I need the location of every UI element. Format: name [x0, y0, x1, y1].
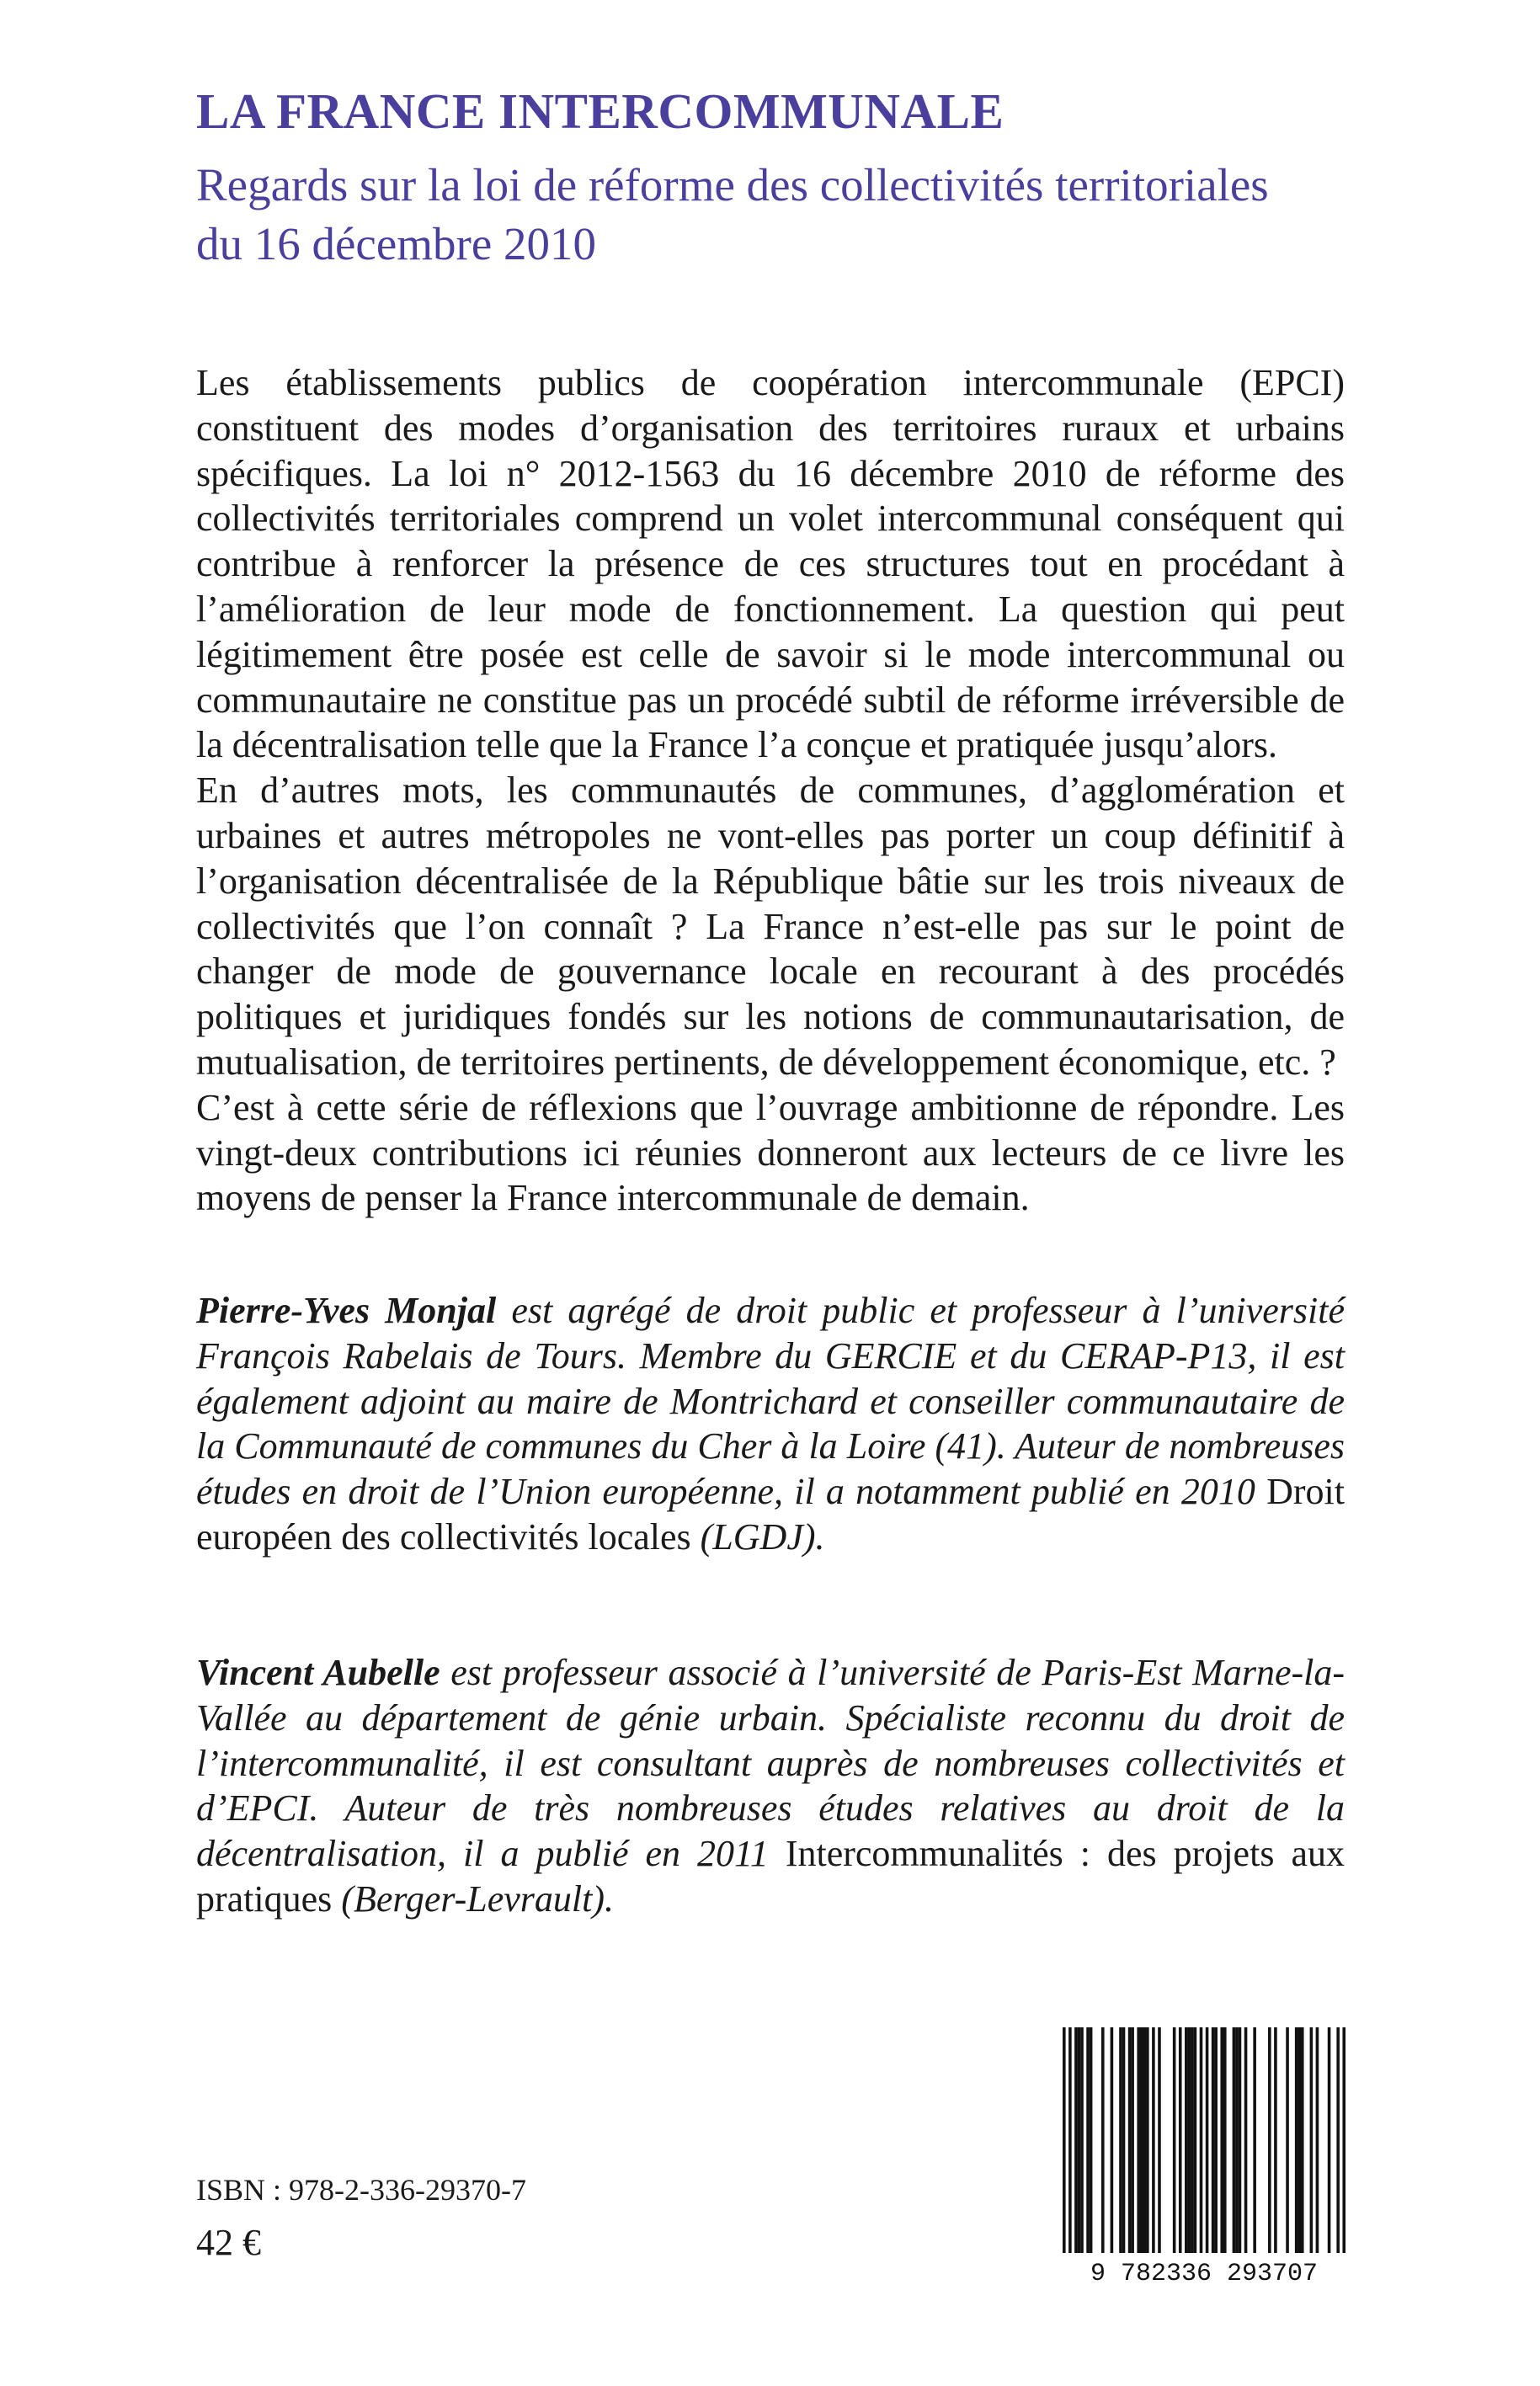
barcode-bar — [1086, 2027, 1090, 2253]
barcode-bar — [1152, 2027, 1155, 2253]
barcode-bar — [1078, 2027, 1081, 2253]
barcode-bar — [1244, 2027, 1248, 2253]
barcode-bar — [1090, 2027, 1093, 2253]
author-bio-text: est professeur associé à l’université de Paris-Est Marne-la-Vallée au département de génie urbain. Spécialiste reconnu du droit de l’intercommunalité, il est consultant auprès de nombreuses collectivités et d’EPCI. Auteur de très nombreuses études relatives au droit de la décentralisation, il a publié en 2011 — [196, 1652, 1345, 1875]
author-name: Vincent Aubelle — [196, 1652, 440, 1693]
barcode-bar — [1212, 2027, 1215, 2253]
barcode-bar — [1068, 2027, 1072, 2253]
barcode-bar — [1298, 2027, 1301, 2253]
barcode-bar — [1146, 2027, 1149, 2253]
barcode-digits: 9 782336 293707 — [1090, 2260, 1319, 2287]
author-bio-text: est agrégé de droit public et professeur à l’université François Rabelais de Tours. Membre du GERCIE et du CERAP-P13, il est également adjoint au maire de Montrichard et conseiller communautaire de la Communauté de communes du Cher à la Loire (41). Auteur de nombreuses études en droit de l’Union européenne, il a notamment publié en 2010 — [196, 1290, 1345, 1513]
barcode-bar — [1137, 2027, 1140, 2253]
barcode-bar — [1233, 2027, 1236, 2253]
barcode-bar — [1253, 2027, 1256, 2253]
barcode-bar — [1074, 2027, 1078, 2253]
barcode-bar — [1128, 2027, 1132, 2253]
barcode-bar — [1143, 2027, 1146, 2253]
summary-paragraph: C’est à cette série de réflexions que l’ouvrage ambitionne de répondre. Les vingt-deux contributions ici réunies donneront aux lecteurs de ce livre les moyens de penser la France intercommunale de demain. — [196, 1086, 1345, 1219]
barcode-bar — [1179, 2027, 1182, 2253]
barcode-bar — [1200, 2027, 1203, 2253]
subtitle-line-2: du 16 décembre 2010 — [196, 218, 596, 269]
book-title: LA FRANCE INTERCOMMUNALE — [196, 83, 1004, 139]
barcode-bar — [1316, 2027, 1319, 2253]
barcode-bar — [1268, 2027, 1271, 2253]
isbn-label: ISBN : 978-2-336-29370-7 — [196, 2173, 526, 2207]
barcode-bar — [1342, 2027, 1346, 2253]
barcode-bar — [1328, 2027, 1331, 2253]
barcode-bar — [1111, 2027, 1114, 2253]
barcode-bar — [1101, 2027, 1105, 2253]
barcode-bar — [1214, 2027, 1218, 2253]
barcode-bar — [1239, 2027, 1242, 2253]
barcode-bar — [1336, 2027, 1340, 2253]
barcode-bar — [1158, 2027, 1161, 2253]
summary-paragraph: Les établissements publics de coopération intercommunale (EPCI) constituent des modes d’organisation des territoires ruraux et urbains spécifiques. La loi n° 2012-1563 du 16 décembre 2010 de réforme des collectivités territoriales comprend un volet intercommunal conséquent qui contribue à renforcer la présence de ces structures tout en procédant à l’amélioration de leur mode de fonctionnement. La question qui peut légitimement être posée est celle de savoir si le mode intercommunal ou communautaire ne constitue pas un procédé subtil de réforme irréversible de la décentralisation telle que la France l’a conçue et pratiquée jusqu’alors. — [196, 362, 1345, 766]
barcode-bar — [1188, 2027, 1191, 2253]
author-bio-text: (LGDJ). — [690, 1515, 825, 1558]
barcode-bar — [1220, 2027, 1223, 2253]
barcode-bar — [1286, 2027, 1289, 2253]
barcode-bar — [1274, 2027, 1277, 2253]
barcode-bar — [1131, 2027, 1134, 2253]
barcode-bar — [1119, 2027, 1122, 2253]
barcode-bar — [1063, 2027, 1066, 2253]
book-subtitle — [196, 156, 1375, 274]
barcode-bar — [1310, 2027, 1314, 2253]
barcode-bar — [1295, 2027, 1298, 2253]
author-bio-aubelle — [196, 1650, 1345, 1922]
author-bio-monjal — [196, 1288, 1345, 1560]
barcode-bar — [1080, 2027, 1084, 2253]
work-title: Droit européen des collectivités locales — [196, 1471, 1345, 1558]
barcode — [1063, 2027, 1346, 2287]
barcode-bar — [1191, 2027, 1194, 2253]
author-name: Pierre-Yves Monjal — [196, 1290, 497, 1331]
barcode-bar — [1206, 2027, 1209, 2253]
barcode-bar — [1140, 2027, 1143, 2253]
barcode-bar — [1301, 2027, 1304, 2253]
barcode-bar — [1173, 2027, 1176, 2253]
subtitle-line-1: Regards sur la loi de réforme des collectivités territoriales — [196, 159, 1269, 210]
barcode-bar — [1235, 2027, 1239, 2253]
barcode-bar — [1185, 2027, 1188, 2253]
book-summary — [196, 360, 1345, 1221]
barcode-bar — [1194, 2027, 1197, 2253]
price-label: 42 € — [196, 2222, 261, 2263]
summary-paragraph: En d’autres mots, les communautés de communes, d’agglomération et urbaines et autres métropoles ne vont-elles pas porter un coup définitif à l’organisation décentralisée de la République bâtie sur les trois niveaux de collectivités que l’on connaît ? La France n’est-elle pas sur le point de changer de mode de gouvernance locale en recourant à des procédés politiques et juridiques fondés sur les notions de communautarisation, de mutualisation, de territoires pertinents, de développement économique, etc. ? — [196, 770, 1345, 1083]
barcode-bar — [1122, 2027, 1126, 2253]
barcode-bar — [1223, 2027, 1227, 2253]
work-title: Intercommunalités : des projets aux pratiques — [196, 1833, 1345, 1920]
barcode-bars — [1063, 2027, 1346, 2253]
author-bio-text: (Berger-Levrault). — [332, 1877, 615, 1920]
